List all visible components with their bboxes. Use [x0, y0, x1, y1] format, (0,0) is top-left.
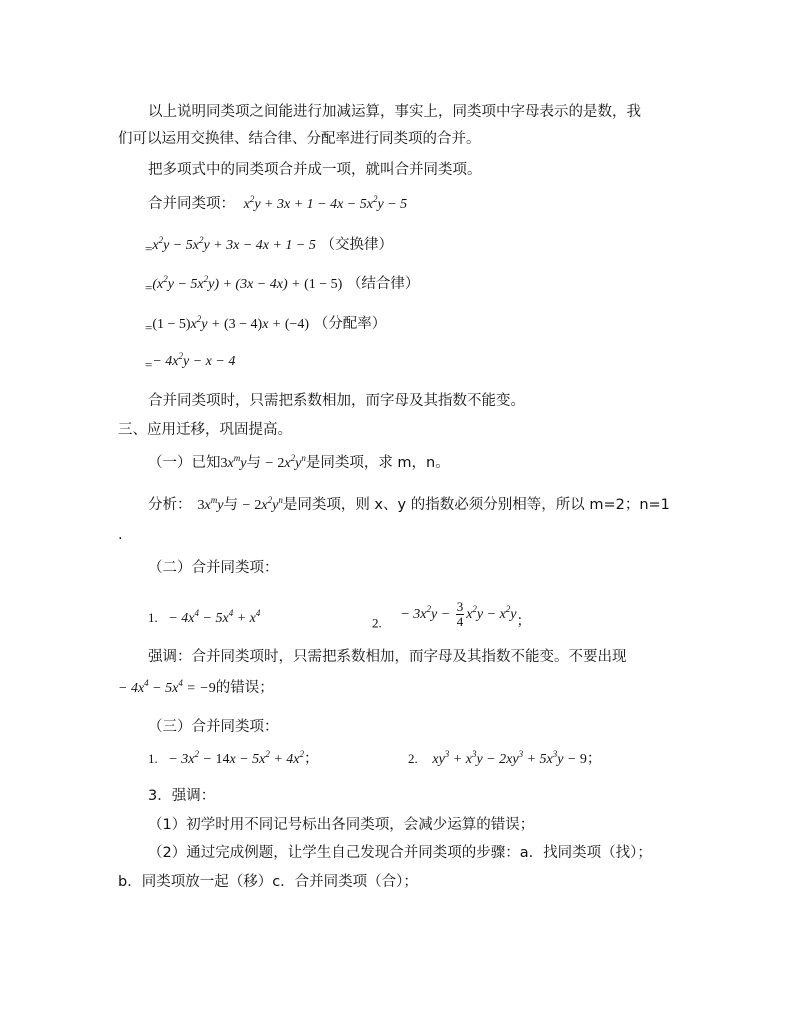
semicolon: ；	[516, 613, 532, 630]
formula-step-2: $(x^2y - 5x^2y) + (3x - 4x) + (1 - 5)$	[152, 274, 343, 292]
term-3xmy: $3x^my$	[220, 453, 247, 471]
exercise-1	[148, 452, 450, 475]
point-3-2-line-2: b．同类项放一起（移）c．合并同类项（合）；	[118, 874, 418, 890]
exercise-2-title: （二）合并同类项：	[148, 560, 279, 576]
term-neg2x2yn: − $2x^2y^n$	[237, 495, 283, 513]
merge-label: 合并同类项：	[148, 196, 235, 212]
item-number-1: 1.	[148, 751, 158, 766]
exercise-3-title: （三）合并同类项：	[148, 719, 279, 735]
emphasis-line-2	[118, 677, 274, 700]
exercise-3-item-1	[148, 748, 319, 771]
exercise-2-item-2	[372, 600, 531, 635]
term-neg2x2yn: − $2x^2y^n$	[260, 453, 306, 471]
formula-2-2: − $3x^2y$ − $\frac{3}{4}$ $x^2y - x^2y$	[400, 599, 517, 629]
equals-sign: =	[145, 357, 153, 372]
semicolon: ；	[586, 751, 602, 767]
law-label-associative: （结合律）	[346, 276, 420, 292]
point-3-1: （1）初学时用不同记号标出各同类项，会减少运算的错误；	[148, 817, 535, 833]
formula-wrong-example: − $4x^4 - 5x^4 = -9$	[118, 678, 216, 696]
formula-result: − $4x^2y - x - 4$	[152, 351, 236, 369]
term-3xmy: $3x^my$	[197, 495, 224, 513]
exercise-1-prefix: （一）已知	[148, 455, 221, 471]
item-number-1: 1.	[148, 610, 158, 625]
point-3-heading: 3．强调：	[148, 788, 216, 804]
paragraph-1-line-1: 以上说明同类项之间能进行加减运算，事实上，同类项中字母表示的是数，我	[148, 104, 641, 120]
item-number-2: 2.	[408, 751, 418, 766]
equals-sign: =	[145, 241, 153, 256]
formula-step-1: $x^2y - 5x^2y + 3x - 4x + 1 - 5$	[152, 235, 316, 253]
exercise-1-suffix: 是同类项，求 m，n。	[305, 455, 450, 471]
paragraph-1-line-2: 们可以运用交换律、结合律、分配率进行同类项的合并。	[118, 131, 481, 147]
semicolon: ；	[304, 751, 319, 767]
equals-sign: =	[145, 280, 153, 295]
exercise-2-item-1	[148, 607, 260, 630]
step-result	[145, 350, 235, 376]
formula-3-2: $xy^3 + x^3y - 2xy^3 + 5x^3y - 9$	[432, 749, 587, 767]
rule-sentence: 合并同类项时，只需把系数相加，而字母及其指数不能变。	[148, 393, 525, 409]
analysis-suffix: 是同类项，则 x、y 的指数必须分别相等，所以 m=2；n=1	[282, 497, 670, 513]
step-distributive	[145, 313, 386, 339]
emphasis-line-1: 强调：合并同类项时，只需把系数相加，而字母及其指数不能变。不要出现	[148, 649, 627, 665]
formula-2-1: − $4x^4 - 5x^4 + x^4$	[168, 608, 261, 626]
step-commutative	[145, 234, 393, 260]
formula-original: $x^2y + 3x + 1 - 4x - 5x^2y - 5$	[243, 194, 408, 212]
emphasis-error-suffix: 的错误；	[215, 680, 274, 696]
law-label-commutative: （交换律）	[320, 237, 393, 253]
paragraph-2: 把多项式中的同类项合并成一项，就叫合并同类项。	[148, 162, 482, 178]
analysis-and: 与	[223, 497, 238, 513]
equals-sign: =	[145, 320, 153, 335]
section-3-heading: 三、应用迁移，巩固提高。	[118, 422, 292, 438]
exercise-3-item-2	[408, 748, 601, 771]
analysis-line	[148, 494, 670, 517]
item-number-2: 2.	[372, 615, 382, 631]
exercise-1-and: 与	[246, 455, 261, 471]
step-associative	[145, 273, 419, 299]
law-label-distributive: （分配率）	[313, 316, 387, 332]
formula-3-1: − $3x^2 - 14x - 5x^2 + 4x^2$	[168, 749, 305, 767]
analysis-prefix: 分析：	[148, 497, 192, 513]
merge-example-line	[148, 193, 407, 216]
point-3-2-line-1: （2）通过完成例题，让学生自己发现合并同类项的步骤：a．找同类项（找）；	[148, 845, 652, 861]
formula-step-3: $(1 - 5)x^2y + (3 - 4)x + (-4)$	[152, 314, 310, 332]
analysis-dot: .	[118, 527, 123, 543]
